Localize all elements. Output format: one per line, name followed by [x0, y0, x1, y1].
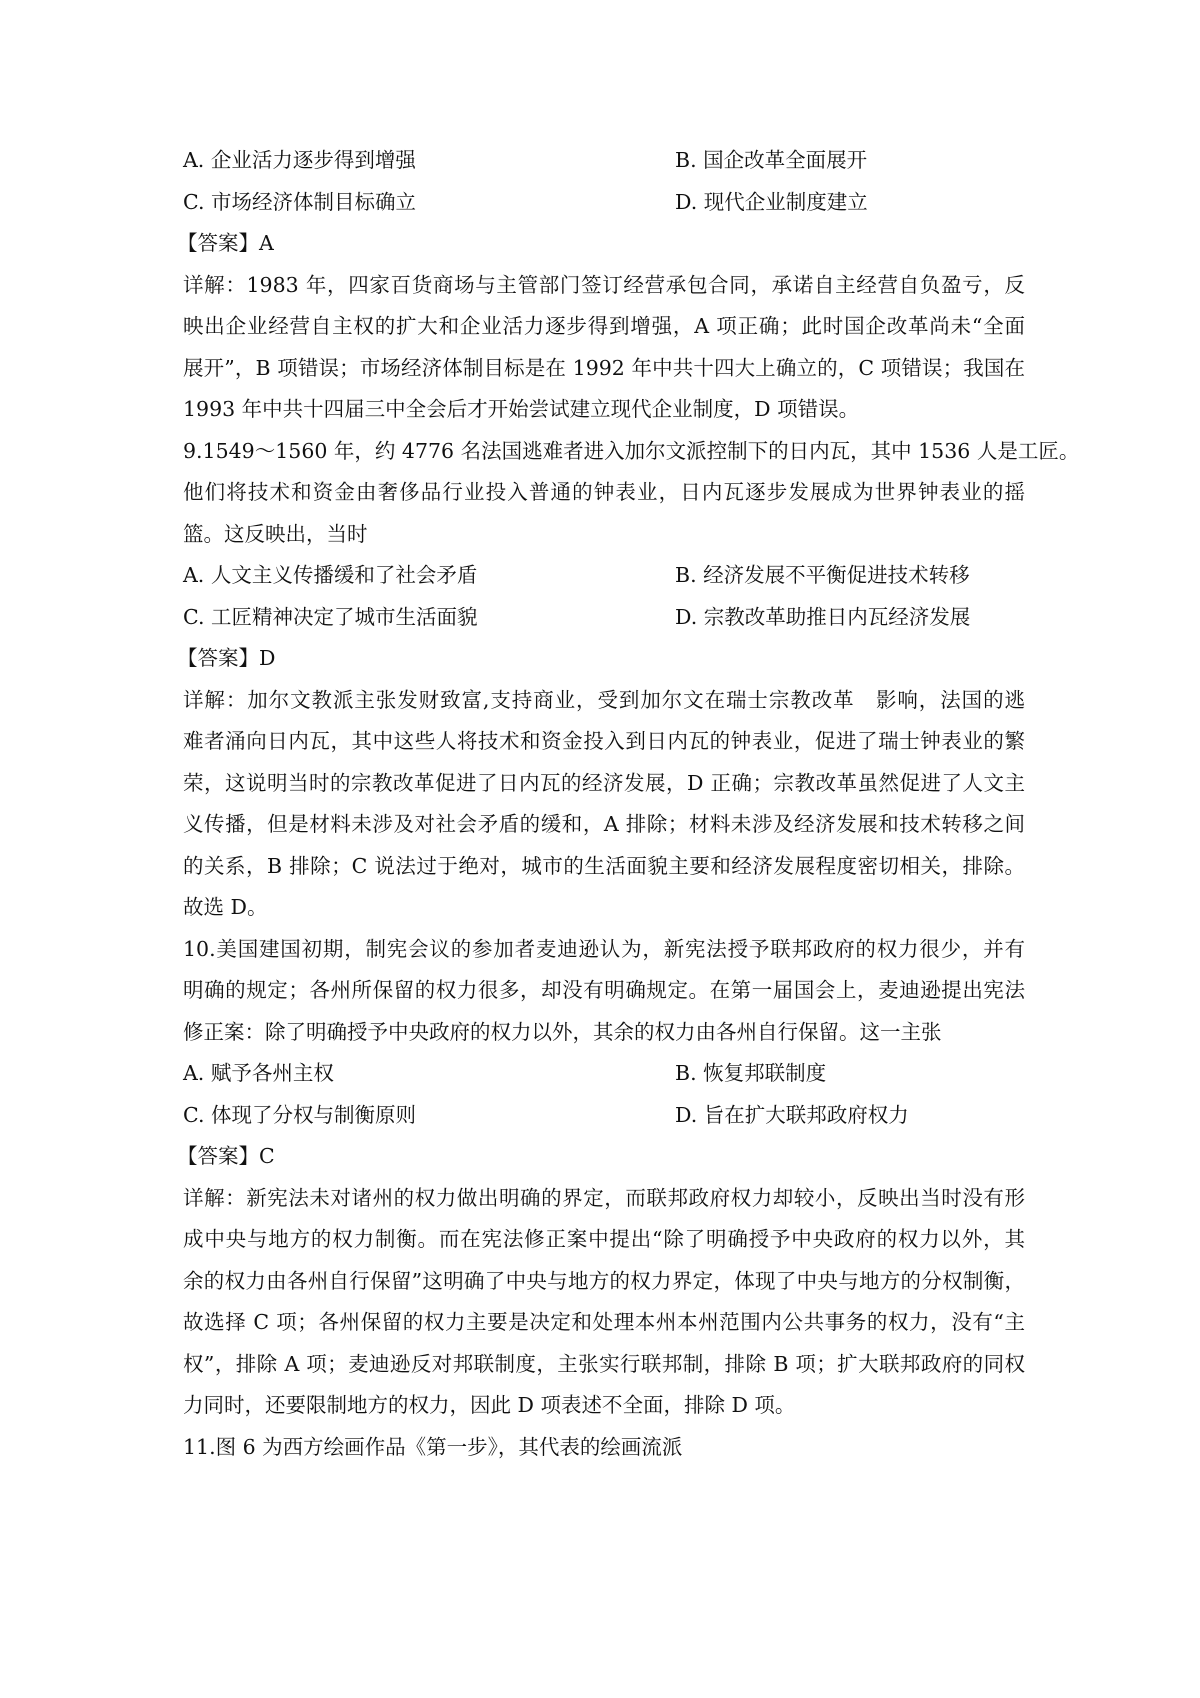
q10-stem-line: 明确的规定；各州所保留的权力很多，却没有明确规定。在第一届国会上，麦迪逊提出宪法: [183, 978, 1025, 1002]
q10-options-row-2: [183, 1095, 1025, 1137]
q9-detail-line: 荣，这说明当时的宗教改革促进了日内瓦的经济发展，D 正确；宗教改革虽然促进了人文主: [183, 770, 1025, 795]
q10-option-a: A. 赋予各州主权: [183, 1061, 334, 1085]
q9-options-row-1: [183, 555, 1025, 597]
q10-detail-line: 故选择 C 项；各州保留的权力主要是决定和处理本州本州范围内公共事务的权力，没有“主: [183, 1310, 1025, 1334]
q8-detail-line: 1993 年中共十四届三中全会后才开始尝试建立现代企业制度，D 项错误。: [183, 397, 860, 421]
q10-option-b: B. 恢复邦联制度: [675, 1061, 827, 1085]
q10-options-row-1: [183, 1053, 1025, 1095]
q8-options-row-2: [183, 182, 1025, 224]
q8-answer: 【答案】A: [177, 231, 274, 255]
q9-detail-line: 详解：加尔文教派主张发财致富,支持商业，受到加尔文在瑞士宗教改革 影响，法国的逃: [183, 687, 1025, 712]
q10-detail-line: 权”，排除 A 项；麦迪逊反对邦联制度，主张实行联邦制，排除 B 项；扩大联邦政府的同权: [183, 1351, 1025, 1376]
q10-detail-line: 详解：新宪法未对诸州的权力做出明确的界定，而联邦政府权力却较小，反映出当时没有形: [183, 1185, 1025, 1210]
q10-detail-line: 成中央与地方的权力制衡。而在宪法修正案中提出“除了明确授予中央政府的权力以外，其: [183, 1227, 1025, 1251]
q9-option-a: A. 人文主义传播缓和了社会矛盾: [183, 563, 478, 587]
q10-detail-line: 余的权力由各州自行保留”这明确了中央与地方的权力界定，体现了中央与地方的分权制衡，: [183, 1268, 1025, 1293]
q9-option-c: C. 工匠精神决定了城市生活面貌: [183, 604, 478, 629]
q8-detail-line: 展开”，B 项错误；市场经济体制目标是在 1992 年中共十四大上确立的，C 项错误；我国在: [183, 355, 1025, 380]
q10-detail-line: 力同时，还要限制地方的权力，因此 D 项表述不全面，排除 D 项。: [183, 1393, 796, 1417]
q9-stem-line: 他们将技术和资金由奢侈品行业投入普通的钟表业，日内瓦逐步发展成为世界钟表业的摇: [183, 480, 1025, 504]
q8-option-a: A. 企业活力逐步得到增强: [183, 148, 416, 172]
q11-stem-line: 11.图 6 为西方绘画作品《第一步》，其代表的绘画流派: [183, 1434, 683, 1459]
q9-option-b: B. 经济发展不平衡促进技术转移: [675, 563, 970, 587]
q8-detail-line: 映出企业经营自主权的扩大和企业活力逐步得到增强，A 项正确；此时国企改革尚未“全面: [183, 314, 1025, 338]
q8-option-b: B. 国企改革全面展开: [675, 148, 868, 172]
q9-detail-line: 的关系，B 排除；C 说法过于绝对，城市的生活面貌主要和经济发展程度密切相关，排除。: [183, 853, 1025, 878]
q10-stem-line: 10.美国建国初期，制宪会议的参加者麦迪逊认为，新宪法授予联邦政府的权力很少，并有: [183, 936, 1025, 961]
q9-answer: 【答案】D: [177, 646, 276, 670]
q10-stem-line: 修正案：除了明确授予中央政府的权力以外，其余的权力由各州自行保留。这一主张: [183, 1019, 942, 1044]
q8-option-d: D. 现代企业制度建立: [675, 189, 868, 214]
q8-option-c: C. 市场经济体制目标确立: [183, 189, 416, 214]
q10-option-d: D. 旨在扩大联邦政府权力: [675, 1102, 909, 1127]
q9-stem-line: 篮。这反映出，当时: [183, 521, 368, 546]
q10-option-c: C. 体现了分权与制衡原则: [183, 1102, 416, 1127]
document-page: [177, 140, 1080, 1468]
q9-stem-line: 9.1549～1560 年，约 4776 名法国逃难者进入加尔文派控制下的日内瓦，其中 1536 人是工匠。: [183, 438, 1080, 463]
q8-detail-line: 详解：1983 年，四家百货商场与主管部门签订经营承包合同，承诺自主经营自负盈亏，反: [183, 272, 1025, 297]
q9-option-d: D. 宗教改革助推日内瓦经济发展: [675, 604, 971, 629]
q9-options-row-2: [183, 597, 1025, 639]
q9-detail-line: 义传播，但是材料未涉及对社会矛盾的缓和，A 排除；材料未涉及经济发展和技术转移之间: [183, 812, 1025, 836]
q9-detail-line: 故选 D。: [183, 895, 268, 919]
q8-options-row-1: [183, 140, 1025, 182]
q10-answer: 【答案】C: [177, 1144, 275, 1168]
q9-detail-line: 难者涌向日内瓦，其中这些人将技术和资金投入到日内瓦的钟表业，促进了瑞士钟表业的繁: [183, 729, 1025, 753]
